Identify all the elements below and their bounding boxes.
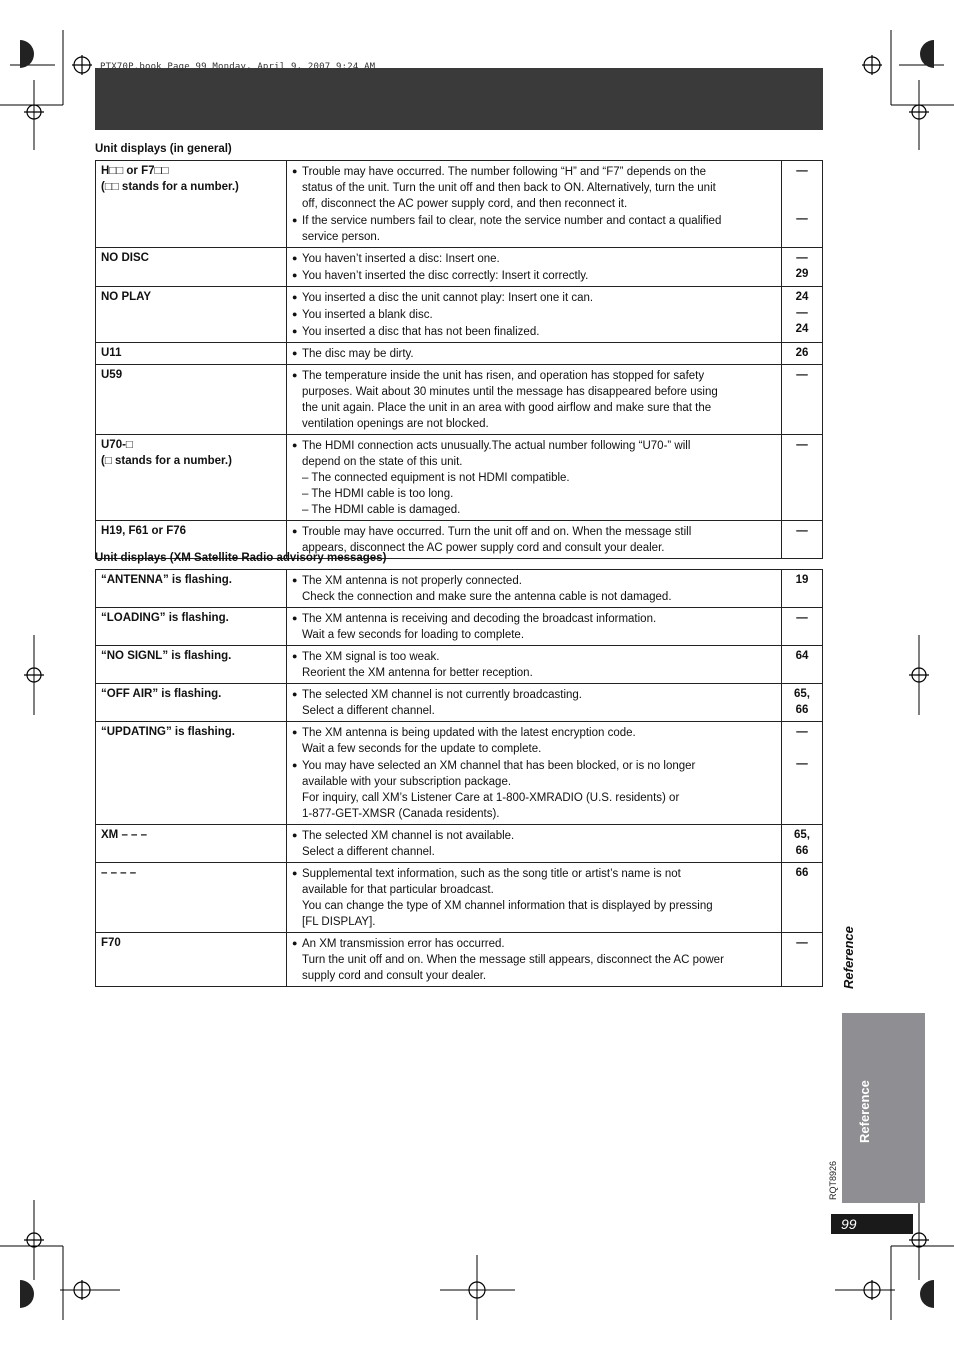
description-text: Select a different channel. xyxy=(302,846,435,858)
bullet-icon: ● xyxy=(292,309,298,319)
description-text: You inserted a disc the unit cannot play: Insert one it can. xyxy=(302,292,594,304)
description-text: Select a different channel. xyxy=(302,705,435,717)
description-line xyxy=(292,686,776,703)
page-reference-cell xyxy=(782,287,823,343)
description-text: For inquiry, call XM’s Listener Care at 1-800-XMRADIO (U.S. residents) or xyxy=(302,792,680,804)
page-reference: — xyxy=(796,726,808,738)
description-cell xyxy=(287,608,782,646)
bullet-icon: ● xyxy=(292,830,298,840)
display-code-text: (□□ stands for a number.) xyxy=(101,181,239,193)
description-text: – The connected equipment is not HDMI compatible. xyxy=(302,472,570,484)
display-code-text: U70-□ xyxy=(101,439,133,451)
table-row xyxy=(96,684,823,722)
description-cell xyxy=(287,570,782,608)
description-line xyxy=(292,589,776,605)
display-code-text: “OFF AIR” is flashing. xyxy=(101,688,222,700)
page-reference: 26 xyxy=(795,347,809,359)
bullet-icon: ● xyxy=(292,326,298,336)
page-reference: 64 xyxy=(795,650,809,662)
description-text: Reorient the XM antenna for better reception. xyxy=(302,667,533,679)
bullet-icon: ● xyxy=(292,651,298,661)
header-bar xyxy=(95,68,823,130)
side-section-label: Reference xyxy=(841,926,856,989)
description-text: service person. xyxy=(302,231,380,243)
bullet-icon: ● xyxy=(292,215,298,225)
bullet-icon: ● xyxy=(292,270,298,280)
bullet-icon: ● xyxy=(292,440,298,450)
description-line xyxy=(292,289,776,306)
page-reference xyxy=(784,195,820,211)
page-reference: 29 xyxy=(795,268,809,280)
description-line xyxy=(292,400,776,416)
display-code-cell xyxy=(96,933,287,987)
display-code-text: – – – – xyxy=(101,867,137,879)
description-text: Wait a few seconds for the update to complete. xyxy=(302,743,542,755)
display-code-text: “LOADING” is flashing. xyxy=(101,612,229,624)
table-row xyxy=(96,365,823,435)
bullet-icon: ● xyxy=(292,689,298,699)
description-cell xyxy=(287,343,782,365)
bullet-icon: ● xyxy=(292,613,298,623)
display-code-cell xyxy=(96,722,287,825)
display-code-text: U59 xyxy=(101,369,123,381)
page-reference: — xyxy=(796,165,808,177)
display-code-cell xyxy=(96,343,287,365)
description-line xyxy=(292,250,776,267)
bullet-icon: ● xyxy=(292,166,298,176)
page-reference: 24 xyxy=(795,323,809,335)
description-text: The selected XM channel is not currently broadcasting. xyxy=(302,689,582,701)
page-reference: — xyxy=(796,213,808,225)
description-line xyxy=(292,724,776,741)
display-code-text: U11 xyxy=(101,347,122,359)
file-stamp: PTX70P.book Page 99 Monday, April 9, 2007 9:24 AM xyxy=(100,62,376,72)
page-reference xyxy=(784,227,820,243)
description-text: available for that particular broadcast. xyxy=(302,884,494,896)
description-line xyxy=(292,914,776,930)
description-line xyxy=(292,865,776,882)
description-cell xyxy=(287,161,782,248)
description-line xyxy=(292,844,776,860)
description-line xyxy=(292,952,776,968)
description-line xyxy=(292,323,776,340)
page-reference-cell xyxy=(782,608,823,646)
description-text: If the service numbers fail to clear, note the service number and contact a qualified xyxy=(302,215,722,227)
description-text: Supplemental text information, such as the song title or artist’s name is not xyxy=(302,868,681,880)
description-line xyxy=(292,180,776,196)
table-row xyxy=(96,933,823,987)
description-text: The XM antenna is receiving and decoding the broadcast information. xyxy=(302,613,657,625)
display-code-text: H□□ or F7□□ xyxy=(101,165,169,177)
description-cell xyxy=(287,863,782,933)
description-text: You may have selected an XM channel that has been blocked, or is no longer xyxy=(302,760,696,772)
description-line xyxy=(292,790,776,806)
display-code-cell xyxy=(96,365,287,435)
description-line xyxy=(292,196,776,212)
description-line xyxy=(292,898,776,914)
table-row xyxy=(96,287,823,343)
description-line xyxy=(292,212,776,229)
page-reference: 66 xyxy=(795,845,809,857)
display-code-cell xyxy=(96,608,287,646)
table-row xyxy=(96,863,823,933)
bullet-icon: ● xyxy=(292,370,298,380)
display-code-text: “NO SIGNL” is flashing. xyxy=(101,650,232,662)
description-line xyxy=(292,470,776,486)
page-reference-cell xyxy=(782,521,823,559)
description-text: The XM antenna is being updated with the latest encryption code. xyxy=(302,727,636,739)
description-text: Trouble may have occurred. Turn the unit off and on. When the message still xyxy=(302,526,692,538)
description-text: off, disconnect the AC power supply cord, and then reconnect it. xyxy=(302,198,628,210)
xm-advisory-messages-table xyxy=(95,569,823,987)
description-cell xyxy=(287,933,782,987)
description-text: You inserted a disc that has not been finalized. xyxy=(302,326,540,338)
description-line xyxy=(292,610,776,627)
description-line xyxy=(292,648,776,665)
description-text: ventilation openings are not blocked. xyxy=(302,418,489,430)
bullet-icon: ● xyxy=(292,348,298,358)
display-code-text: “UPDATING” is flashing. xyxy=(101,726,235,738)
page-reference: — xyxy=(796,307,808,319)
table-row xyxy=(96,608,823,646)
description-cell xyxy=(287,825,782,863)
display-code-cell xyxy=(96,825,287,863)
section-title-xm: Unit displays (XM Satellite Radio advisory messages) xyxy=(95,552,387,564)
description-line xyxy=(292,384,776,400)
description-text: status of the unit. Turn the unit off and then back to ON. Alternatively, turn the unit xyxy=(302,182,716,194)
description-line xyxy=(292,437,776,454)
description-line xyxy=(292,416,776,432)
description-text: the unit again. Place the unit in an area with good airflow and make sure that the xyxy=(302,402,712,414)
description-text: Wait a few seconds for loading to complete. xyxy=(302,629,525,641)
description-text: The disc may be dirty. xyxy=(302,348,414,360)
display-code-text: NO DISC xyxy=(101,252,149,264)
display-code-cell xyxy=(96,248,287,287)
page-reference-cell xyxy=(782,722,823,825)
bullet-icon: ● xyxy=(292,253,298,263)
unit-displays-general-table xyxy=(95,160,823,559)
description-line xyxy=(292,572,776,589)
page-reference-cell xyxy=(782,161,823,248)
page-reference xyxy=(784,740,820,756)
page-reference: — xyxy=(796,758,808,770)
description-text: purposes. Wait about 30 minutes until the message has disappeared before using xyxy=(302,386,718,398)
bullet-icon: ● xyxy=(292,526,298,536)
page-reference: 66 xyxy=(795,867,809,879)
description-line xyxy=(292,757,776,774)
description-line xyxy=(292,806,776,822)
description-cell xyxy=(287,287,782,343)
description-line xyxy=(292,454,776,470)
description-text: The XM signal is too weak. xyxy=(302,651,440,663)
description-line xyxy=(292,523,776,540)
page-reference-cell xyxy=(782,365,823,435)
page-reference: 65, xyxy=(794,688,810,700)
description-cell xyxy=(287,248,782,287)
display-code-text: XM – – – xyxy=(101,829,148,841)
description-line xyxy=(292,345,776,362)
description-line xyxy=(292,163,776,180)
bullet-icon: ● xyxy=(292,760,298,770)
document-code: RQT8926 xyxy=(828,1160,838,1200)
description-line xyxy=(292,486,776,502)
description-text: The temperature inside the unit has risen, and operation has stopped for safety xyxy=(302,370,705,382)
table-row xyxy=(96,248,823,287)
table-row xyxy=(96,722,823,825)
description-text: – The HDMI cable is damaged. xyxy=(302,504,461,516)
display-code-cell xyxy=(96,863,287,933)
display-code-cell xyxy=(96,646,287,684)
bullet-icon: ● xyxy=(292,868,298,878)
description-line xyxy=(292,968,776,984)
page-number: 99 xyxy=(831,1214,913,1234)
table-row xyxy=(96,570,823,608)
description-line xyxy=(292,367,776,384)
description-line xyxy=(292,627,776,643)
bullet-icon: ● xyxy=(292,292,298,302)
description-text: [FL DISPLAY]. xyxy=(302,916,376,928)
description-text: Check the connection and make sure the antenna cable is not damaged. xyxy=(302,591,672,603)
description-text: Turn the unit off and on. When the message still appears, disconnect the AC power xyxy=(302,954,724,966)
description-line xyxy=(292,267,776,284)
description-cell xyxy=(287,722,782,825)
page-reference: 66 xyxy=(795,704,809,716)
description-text: An XM transmission error has occurred. xyxy=(302,938,505,950)
description-text: You haven’t inserted a disc: Insert one. xyxy=(302,253,500,265)
description-line xyxy=(292,741,776,757)
description-cell xyxy=(287,646,782,684)
description-text: depend on the state of this unit. xyxy=(302,456,463,468)
table-row xyxy=(96,825,823,863)
section-title-general: Unit displays (in general) xyxy=(95,143,232,155)
description-line xyxy=(292,665,776,681)
display-code-cell xyxy=(96,570,287,608)
bullet-icon: ● xyxy=(292,575,298,585)
description-text: You inserted a blank disc. xyxy=(302,309,433,321)
page-reference-cell xyxy=(782,435,823,521)
description-text: available with your subscription package. xyxy=(302,776,512,788)
display-code-cell xyxy=(96,287,287,343)
description-cell xyxy=(287,435,782,521)
description-text: The selected XM channel is not available. xyxy=(302,830,515,842)
page-reference-cell xyxy=(782,570,823,608)
description-line xyxy=(292,703,776,719)
display-code-text: (□ stands for a number.) xyxy=(101,455,232,467)
description-text: You haven’t inserted the disc correctly: Insert it correctly. xyxy=(302,270,589,282)
page-reference: — xyxy=(796,612,808,624)
page-reference xyxy=(784,179,820,195)
description-text: supply cord and consult your dealer. xyxy=(302,970,487,982)
display-code-cell xyxy=(96,684,287,722)
description-line xyxy=(292,774,776,790)
page-reference: — xyxy=(796,525,808,537)
page-reference: — xyxy=(796,937,808,949)
bullet-icon: ● xyxy=(292,727,298,737)
description-line xyxy=(292,882,776,898)
display-code-text: NO PLAY xyxy=(101,291,152,303)
description-text: You can change the type of XM channel information that is displayed by pressing xyxy=(302,900,713,912)
description-line xyxy=(292,935,776,952)
page-reference: 24 xyxy=(795,291,809,303)
table-row xyxy=(96,435,823,521)
display-code-cell xyxy=(96,161,287,248)
table-row xyxy=(96,646,823,684)
description-line xyxy=(292,306,776,323)
page-reference: — xyxy=(796,369,808,381)
page-reference-cell xyxy=(782,933,823,987)
table-row xyxy=(96,161,823,248)
description-cell xyxy=(287,365,782,435)
description-text: 1-877-GET-XMSR (Canada residents). xyxy=(302,808,500,820)
page-reference-cell xyxy=(782,825,823,863)
description-text: appears, disconnect the AC power supply cord and consult your dealer. xyxy=(302,542,665,554)
page-reference: 19 xyxy=(795,574,809,586)
table-row xyxy=(96,343,823,365)
page-reference: — xyxy=(796,252,808,264)
reference-tab-label: Reference xyxy=(857,1080,872,1143)
display-code-text: F70 xyxy=(101,937,121,949)
bullet-icon: ● xyxy=(292,938,298,948)
description-cell xyxy=(287,684,782,722)
page-reference-cell xyxy=(782,684,823,722)
page-reference-cell xyxy=(782,248,823,287)
page-reference-cell xyxy=(782,646,823,684)
description-text: – The HDMI cable is too long. xyxy=(302,488,454,500)
description-text: The HDMI connection acts unusually.The actual number following “U70-” will xyxy=(302,440,691,452)
display-code-text: H19, F61 or F76 xyxy=(101,525,187,537)
page-reference-cell xyxy=(782,343,823,365)
page-reference: — xyxy=(796,439,808,451)
description-line xyxy=(292,229,776,245)
display-code-cell xyxy=(96,435,287,521)
reference-tab xyxy=(842,1013,925,1203)
description-text: The XM antenna is not properly connected. xyxy=(302,575,522,587)
description-line xyxy=(292,502,776,518)
page-reference: 65, xyxy=(794,829,810,841)
description-text: Trouble may have occurred. The number following “H” and “F7” depends on the xyxy=(302,166,706,178)
description-line xyxy=(292,827,776,844)
page-reference-cell xyxy=(782,863,823,933)
display-code-text: “ANTENNA” is flashing. xyxy=(101,574,232,586)
